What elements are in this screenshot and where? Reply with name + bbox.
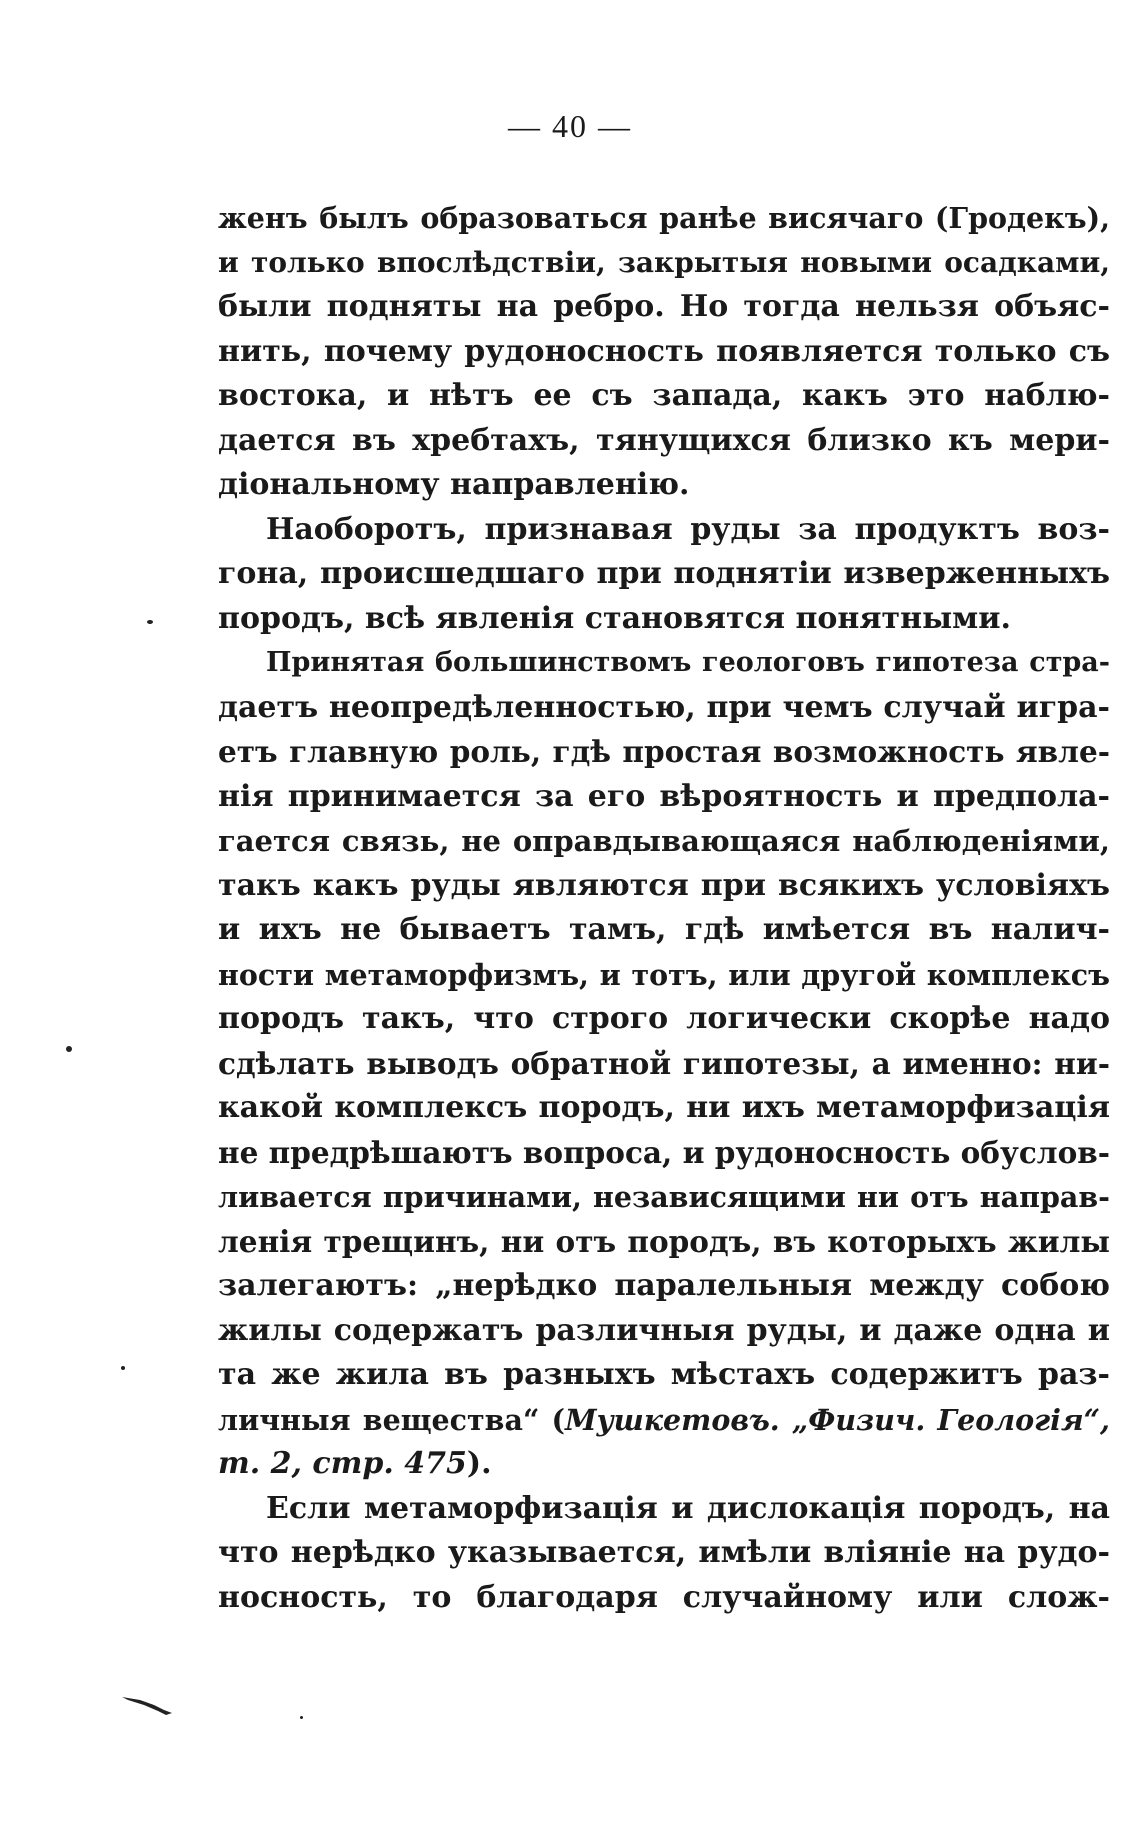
text-line: женъ былъ образоваться ранѣе висячаго (Гродекъ), — [218, 201, 1110, 235]
body-text — [218, 196, 1110, 1620]
scan-ink-mark — [120, 1694, 178, 1716]
text-line: ленія трещинъ, ни отъ породъ, въ которыхъ жилы — [218, 1223, 1110, 1259]
text-line: были подняты на ребро. Но тогда нельзя объяс- — [218, 289, 1110, 324]
text-line: Принятая большинствомъ геологовъ гипотеза стра- — [266, 647, 1110, 678]
text-line: нія принимается за его вѣроятность и предпола- — [218, 778, 1110, 814]
text-line: та же жила въ разныхъ мѣстахъ содержитъ раз- — [218, 1357, 1110, 1392]
scan-speck — [147, 620, 153, 624]
citation-plain: личныя вещества“ ( — [218, 1402, 566, 1437]
text-line: такъ какъ руды являются при всякихъ условіяхъ — [218, 867, 1110, 903]
text-line-citation-end — [218, 1442, 1110, 1487]
text-line: ливается причинами, независящими ни отъ направ- — [218, 1180, 1110, 1214]
text-line: гается связь, не оправдывающаяся наблюденіями, — [218, 824, 1110, 858]
text-line: Наоборотъ, признавая руды за продуктъ воз- — [266, 511, 1110, 547]
citation-italic: Мушкетовъ. „Физич. Геологія“, — [565, 1402, 1110, 1437]
text-line: етъ главную роль, гдѣ простая возможность явле- — [218, 734, 1110, 769]
paragraph-final — [218, 1487, 1110, 1621]
text-line-citation — [218, 1398, 1110, 1443]
text-line: востока, и нѣтъ ее съ запада, какъ это наблю- — [218, 378, 1110, 413]
text-line: что нерѣдко указывается, имѣли вліяніе на рудо- — [218, 1535, 1110, 1570]
text-line: діональному направленію. — [218, 467, 690, 502]
scan-speck — [300, 1716, 303, 1719]
scan-speck — [66, 1046, 72, 1052]
paragraphs-main — [218, 196, 1110, 1398]
text-line: породъ, всѣ явленія становятся понятными. — [218, 600, 1011, 636]
text-line: Если метаморфизація и дислокація породъ, на — [266, 1490, 1110, 1526]
text-line: гона, происшедшаго при поднятіи изверженныхъ — [218, 556, 1110, 591]
text-line: даетъ неопредѣленностью, при чемъ случай игра- — [218, 689, 1110, 725]
text-line: носность, то благодаря случайному или слож- — [218, 1579, 1110, 1615]
text-line: породъ такъ, что строго логически скорѣе надо — [218, 1001, 1110, 1036]
text-line: дается въ хребтахъ, тянущихся близко къ мери- — [218, 422, 1110, 458]
text-line: ности метаморфизмъ, и тотъ, или другой комплексъ — [218, 957, 1110, 992]
text-line: и ихъ не бываетъ тамъ, гдѣ имѣется въ налич- — [218, 912, 1110, 947]
text-line: и только впослѣдствіи, закрытыя новыми осадками, — [218, 245, 1110, 279]
citation-plain-2: ). — [466, 1446, 492, 1481]
text-line: сдѣлать выводъ обратной гипотезы, а именно: ни- — [218, 1045, 1110, 1081]
text-line: нить, почему рудоносность появляется только съ — [218, 333, 1110, 369]
text-line: какой комплексъ породъ, ни ихъ метаморфизація — [218, 1090, 1110, 1125]
scan-speck — [121, 1366, 125, 1370]
citation-italic-2: т. 2, стр. 475 — [218, 1446, 467, 1481]
text-line: залегаютъ: „нерѣдко паралельныя между собою — [218, 1268, 1110, 1303]
page-number: — 40 — — [508, 108, 632, 144]
text-line: не предрѣшаютъ вопроса, и рудоносность обуслов- — [218, 1134, 1110, 1170]
text-line: жилы содержатъ различныя руды, и даже одна и — [218, 1312, 1110, 1348]
